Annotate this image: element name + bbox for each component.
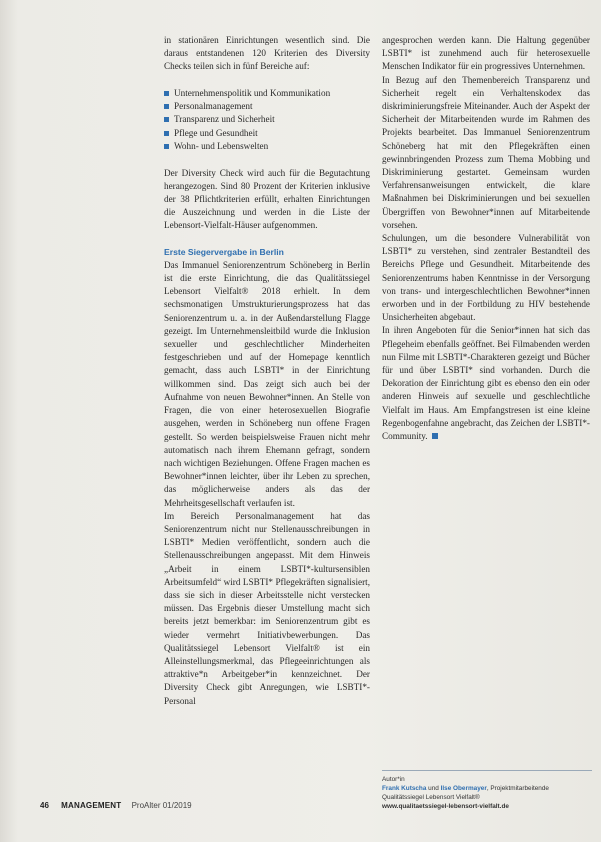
training-paragraph: Schulungen, um die besondere Vulnerabilität von LSBTI* zu verstehen, sind zentraler Bestandteil des Bereichs Pflege und Gesundheit. Mitarbeitende des Seniorenzentrums haben Kenntnisse in der Versorgung von trans- und intergeschlechtlichen Bewohner*innen erworben und in der Fortbildung zu HIV bestehende Unsicherheiten abgebaut. — [382, 233, 590, 323]
list-item: Personalmanagement — [164, 100, 370, 113]
continuation-paragraph: angesprochen werden kann. Die Haltung gegenüber LSBTI* ist zunehmend auch für heterosexuelle Menschen Indikator für ein progressives Unternehmen. — [382, 35, 590, 72]
section-name: MANAGEMENT — [61, 801, 122, 810]
author-divider — [382, 770, 592, 771]
author-names — [382, 784, 592, 802]
author-role: , Projektmitarbeitende Qualitätssiegel Lebensort Vielfalt® — [382, 785, 549, 801]
author-name-2: Ilse Obermayer — [440, 785, 487, 792]
author-box — [382, 770, 592, 811]
page-number: 46 — [40, 801, 49, 810]
section-subheading: Erste Siegervergabe in Berlin — [164, 246, 284, 257]
list-item: Pflege und Gesundheit — [164, 127, 370, 140]
offers-paragraph — [382, 324, 590, 443]
author-label: Autor*in — [382, 776, 405, 783]
author-url-link[interactable]: www.qualitaetssiegel-lebensort-vielfalt.de — [382, 803, 509, 810]
check-paragraph: Der Diversity Check wird auch für die Begutachtung herangezogen. Sind 80 Prozent der Kriterien inklusive der 38 Pflichtkriterien erfüllt, erhalten Einrichtungen die Auszeichnung und werden in die Liste der Lebensort-Vielfalt-Häuser aufgenommen. — [164, 167, 370, 231]
transparency-paragraph: In Bezug auf den Themenbereich Transparenz und Sicherheit regelt ein Verhaltenskodex das diskriminierungsfreie Miteinander. Auch der Aspekt der Sicherheit der Mitarbeitenden wurde im Rahmen des Projekts bearbeitet. Das Immanuel Seniorenzentrum Schöneberg hat mit den Pflegekräften einen gewinnbringenden Prozess zum Thema Mobbing und Diskriminierung gestartet. Gemeinsam wurden Verfahrensanweisungen entwickelt, die klare Maßnahmen bei Diskriminierungen und bei sexuellen Übergriffen von Bewohner*innen auf Mitarbeitende vorsehen. — [382, 74, 590, 230]
personal-paragraph: Im Bereich Personalmanagement hat das Seniorenzentrum nicht nur Stellenausschreibungen in LSBTI* Medien veröffentlicht, sondern auch die Stellenausschreibungen angepasst. Mit dem Hinweis „Arbeit in einem LSBTI*-kultursensiblen Arbeitsumfeld“ wird LSBTI* Pflegekräften signalisiert, dass sie sich in dieser Arbeitsstelle nicht verstecken müssen. Das Ergebnis dieser Umstellung macht sich bereits jetzt bemerkbar: im Seniorenzentrum gibt es wieder vermehrt Initiativbewerbungen. Das Qualitätssiegel Lebensort Vielfalt® ist ein Alleinstellungsmerkmal, das Pflegeeinrichtungen als attraktive*n Arbeitgeber*in kennzeichnet. Der Diversity Check gibt Anregungen, wie LSBTI*-Personal — [164, 510, 370, 706]
right-column — [382, 34, 590, 443]
left-column — [164, 34, 370, 708]
berlin-paragraph: Das Immanuel Seniorenzentrum Schöneberg in Berlin ist die erste Einrichtung, die das Qualitätssiegel Lebensort Vielfalt® 2018 erhielt. In dem sechsmonatigen Umstrukturierungsprozess hat das Seniorenzentrum u. a. in der Außendarstellung Flagge gezeigt. Im Unternehmensleitbild wurde die Inklusion sexueller und geschlechtlicher Minderheiten festgeschrieben und auf der Homepage kenntlich gemacht, dass auch LSBTI* in der Einrichtung willkommen sind. Das zeigt sich auch bei der Aufnahme von neuen Bewohner*innen. An Stelle von Fragen, die von einer heterosexuellen Biografie ausgehen, werden in Schöneberg nun offene Fragen gestellt. So werden beispielsweise Frauen nicht mehr automatisch nach ihrem Ehemann gefragt, sondern nach wichtigen Beziehungen. Offene Fragen machen es Bewohner*innen leichter, über ihr Leben zu sprechen, das möglicherweise anders als das der Mehrheitsgesellschaft verlaufen ist. — [164, 259, 370, 508]
list-item: Unternehmenspolitik und Kommunikation — [164, 87, 370, 100]
end-of-article-mark — [432, 433, 438, 439]
magazine-issue: ProAlter 01/2019 — [131, 801, 192, 810]
intro-paragraph: in stationären Einrichtungen wesentlich sind. Die daraus entstandenen 120 Kriterien des Diversity Checks teilen sich in fünf Bereiche auf: — [164, 35, 370, 72]
author-name-1: Frank Kutscha — [382, 785, 427, 792]
list-item: Transparenz und Sicherheit — [164, 113, 370, 126]
offers-text: In ihren Angeboten für die Senior*innen hat sich das Pflegeheim ebenfalls geöffnet. Bei Filmabenden werden nun Filme mit LSBTI*-Charakteren gezeigt und Bücher für und über LSBTI* sind vorhanden. Durch die Dekoration der Einrichtung gibt es ebenso den ein oder anderen Hinweis auf sexuelle und geschlechtliche Vielfalt im Haus. Am Empfangstresen ist eine kleine Regenbogenfahne angebracht, das Zeichen der LSBTI*-Community. — [382, 325, 590, 442]
page-footer — [40, 801, 192, 810]
criteria-list — [164, 87, 370, 154]
author-connector: und — [426, 785, 441, 792]
list-item: Wohn- und Lebenswelten — [164, 140, 370, 153]
